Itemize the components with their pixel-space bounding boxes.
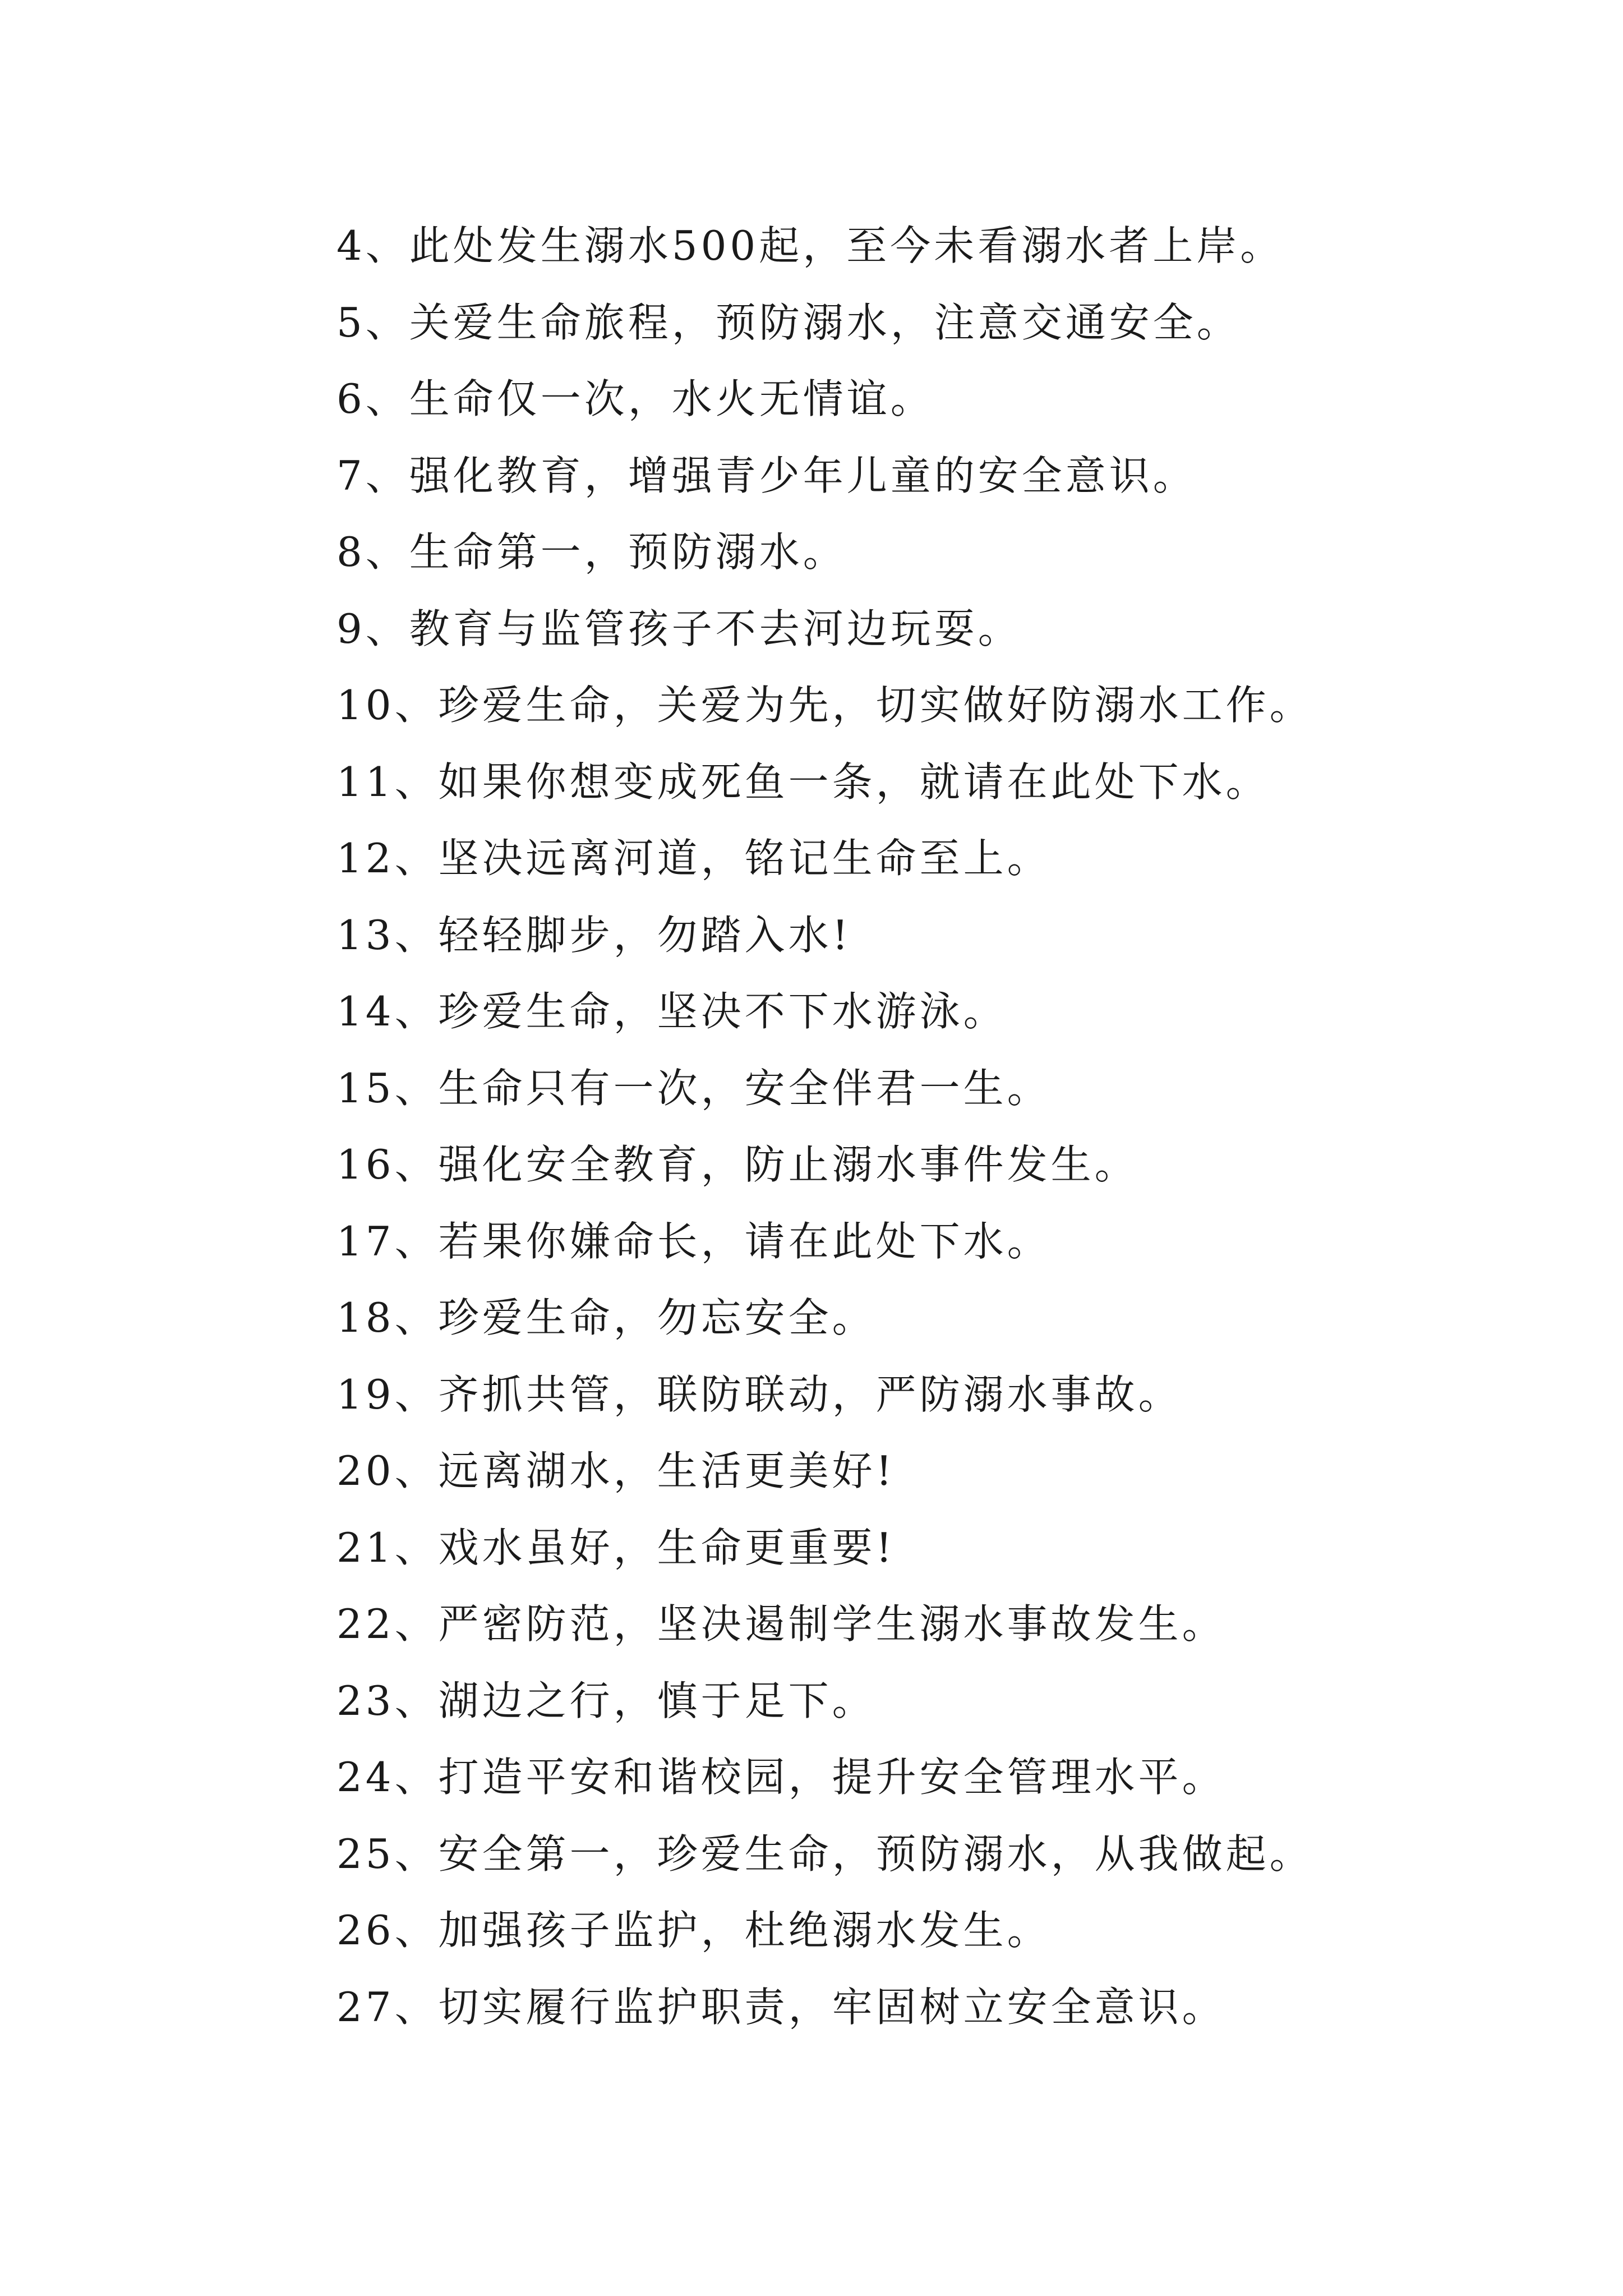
- slogan-line: 16、强化安全教育，防止溺水事件发生。: [336, 1141, 1138, 1188]
- slogan-line: 9、教育与监管孩子不去河边玩耍。: [336, 605, 1022, 652]
- slogan-line: 10、珍爱生命，关爱为先，切实做好防溺水工作。: [336, 682, 1313, 729]
- slogan-line: 5、关爱生命旅程，预防溺水，注意交通安全。: [336, 298, 1241, 346]
- slogan-line: 22、严密防范，坚决遏制学生溺水事故发生。: [336, 1600, 1226, 1648]
- slogan-line: 27、切实履行监护职责，牢固树立安全意识。: [336, 1983, 1226, 2031]
- slogan-line: 12、坚决远离河道，铭记生命至上。: [336, 835, 1051, 882]
- slogan-line: 7、强化教育，增强青少年儿童的安全意识。: [336, 452, 1197, 499]
- slogan-list: [336, 215, 1514, 2053]
- slogan-line: 26、加强孩子监护，杜绝溺水发生。: [336, 1907, 1051, 1954]
- slogan-line: 21、戏水虽好，生命更重要!: [336, 1524, 896, 1571]
- slogan-line: 4、此处发生溺水500起，至今未看溺水者上岸。: [336, 222, 1284, 269]
- slogan-line: 19、齐抓共管，联防联动，严防溺水事故。: [336, 1370, 1182, 1418]
- slogan-line: 23、湖边之行，慎于足下。: [336, 1677, 876, 1724]
- slogan-line: 18、珍爱生命，勿忘安全。: [336, 1294, 876, 1341]
- slogan-line: 8、生命第一，预防溺水。: [336, 528, 847, 576]
- slogan-line: 24、打造平安和谐校园，提升安全管理水平。: [336, 1754, 1226, 1801]
- slogan-line: 15、生命只有一次，安全伴君一生。: [336, 1064, 1051, 1112]
- slogan-line: 11、如果你想变成死鱼一条，就请在此处下水。: [336, 758, 1270, 806]
- slogan-line: 20、远离湖水，生活更美好!: [336, 1447, 896, 1494]
- slogan-line: 14、珍爱生命，坚决不下水游泳。: [336, 988, 1007, 1035]
- slogan-line: 17、若果你嫌命长，请在此处下水。: [336, 1217, 1051, 1265]
- slogan-line: 25、安全第一，珍爱生命，预防溺水，从我做起。: [336, 1830, 1313, 1878]
- slogan-line: 6、生命仅一次，水火无情谊。: [336, 375, 934, 422]
- slogan-line: 13、轻轻脚步，勿踏入水!: [336, 911, 852, 959]
